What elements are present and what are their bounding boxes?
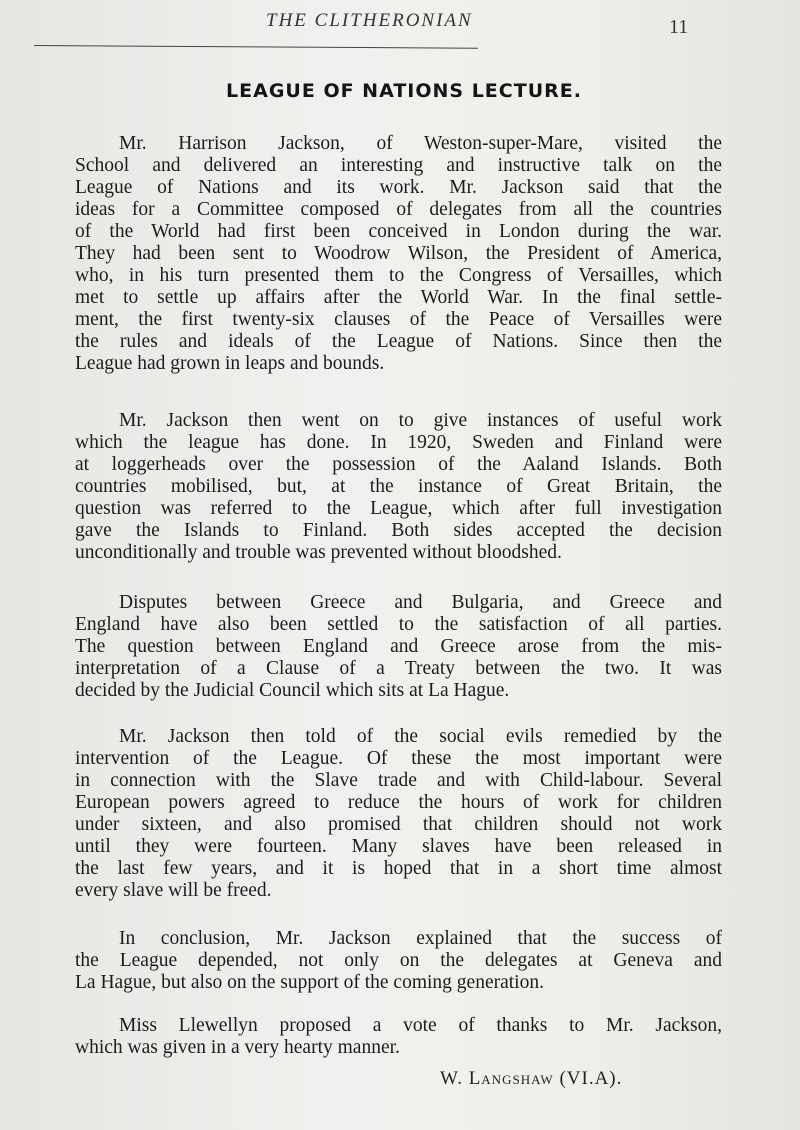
text-line: which was given in a very hearty manner. — [75, 1037, 400, 1058]
text-line: in connection with the Slave trade and with Child-labour. Several — [75, 770, 722, 791]
paragraph — [75, 410, 722, 564]
text-line: European powers agreed to reduce the hours of work for children — [75, 792, 722, 813]
text-line: which the league has done. In 1920, Sweden and Finland were — [75, 432, 722, 453]
text-line: until they were fourteen. Many slaves have been released in — [75, 836, 722, 857]
text-line: unconditionally and trouble was prevented without bloodshed. — [75, 542, 562, 563]
text-line: question was referred to the League, which after full investigation — [75, 498, 722, 519]
text-line: The question between England and Greece arose from the mis- — [75, 636, 722, 657]
text-line: La Hague, but also on the support of the coming generation. — [75, 972, 544, 993]
author-signature: W. Langshaw (VI.A). — [440, 1068, 623, 1089]
text-line: School and delivered an interesting and instructive talk on the — [75, 155, 722, 176]
text-line: Miss Llewellyn proposed a vote of thanks to Mr. Jackson, — [119, 1015, 722, 1036]
text-line: at loggerheads over the possession of the Aaland Islands. Both — [75, 454, 722, 475]
text-line: England have also been settled to the satisfaction of all parties. — [75, 614, 722, 635]
text-line: In conclusion, Mr. Jackson explained that the success of — [119, 928, 722, 949]
paragraph — [75, 592, 722, 702]
text-line: ment, the first twenty-six clauses of the Peace of Versailles were — [75, 309, 722, 330]
text-line: under sixteen, and also promised that children should not work — [75, 814, 722, 835]
paragraph — [75, 1015, 722, 1059]
paragraph — [75, 133, 722, 375]
text-line: the last few years, and it is hoped that in a short time almost — [75, 858, 722, 879]
running-head — [0, 8, 800, 38]
text-line: decided by the Judicial Council which sits at La Hague. — [75, 680, 510, 701]
paragraph — [75, 928, 722, 994]
text-line: They had been sent to Woodrow Wilson, the President of America, — [75, 243, 722, 264]
text-line: Mr. Harrison Jackson, of Weston-super-Mare, visited the — [119, 133, 722, 154]
page-number: 11 — [669, 16, 689, 38]
text-line: intervention of the League. Of these the most important were — [75, 748, 722, 769]
text-line: of the World had first been conceived in London during the war. — [75, 221, 722, 242]
text-line: the rules and ideals of the League of Nations. Since then the — [75, 331, 722, 352]
text-line: Disputes between Greece and Bulgaria, and Greece and — [119, 592, 722, 613]
running-title: THE CLITHERONIAN — [266, 10, 473, 31]
text-line: the League depended, not only on the delegates at Geneva and — [75, 950, 722, 971]
text-line: met to settle up affairs after the World War. In the final settle- — [75, 287, 722, 308]
text-line: League had grown in leaps and bounds. — [75, 353, 385, 374]
text-line: Mr. Jackson then told of the social evils remedied by the — [119, 726, 722, 747]
text-line: gave the Islands to Finland. Both sides accepted the decision — [75, 520, 722, 541]
text-line: every slave will be freed. — [75, 880, 272, 901]
text-line: countries mobilised, but, at the instance of Great Britain, the — [75, 476, 722, 497]
article-title: LEAGUE OF NATIONS LECTURE. — [226, 80, 582, 102]
text-line: ideas for a Committee composed of delegates from all the countries — [75, 199, 722, 220]
paragraph — [75, 726, 722, 902]
header-rule — [34, 45, 478, 49]
text-line: who, in his turn presented them to the Congress of Versailles, which — [75, 265, 722, 286]
text-line: Mr. Jackson then went on to give instances of useful work — [119, 410, 722, 431]
text-line: interpretation of a Clause of a Treaty between the two. It was — [75, 658, 722, 679]
text-line: League of Nations and its work. Mr. Jackson said that the — [75, 177, 722, 198]
